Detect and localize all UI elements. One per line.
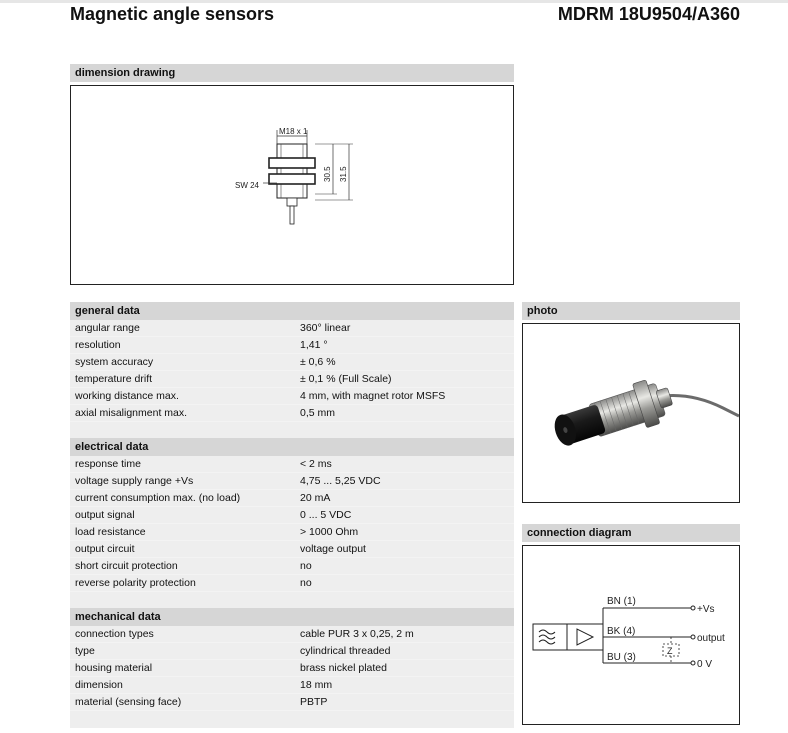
bn-label: BN (1)	[607, 596, 636, 607]
row-label: output circuit	[75, 543, 135, 555]
table-row	[70, 507, 514, 524]
section-spacer	[70, 422, 514, 439]
row-value: 18 mm	[300, 679, 333, 691]
table-row	[70, 473, 514, 490]
row-label: resolution	[75, 339, 121, 351]
section-spacer	[70, 711, 514, 728]
table-row	[70, 643, 514, 660]
photo-box	[522, 323, 740, 503]
table-row	[70, 371, 514, 388]
row-label: angular range	[75, 322, 140, 334]
row-value: 0 ... 5 VDC	[300, 509, 352, 521]
row-label: material (sensing face)	[75, 696, 182, 708]
row-value: 4,75 ... 5,25 VDC	[300, 475, 381, 487]
wiring-diagram	[523, 546, 739, 724]
row-label: current consumption max. (no load)	[75, 492, 241, 504]
table-row	[70, 575, 514, 592]
row-label: system accuracy	[75, 356, 154, 368]
row-label: connection types	[75, 628, 154, 640]
table-row	[70, 660, 514, 677]
row-value: ± 0,6 %	[300, 356, 336, 368]
row-label: short circuit protection	[75, 560, 178, 572]
row-value: no	[300, 577, 312, 589]
row-value: PBTP	[300, 696, 328, 708]
table-row	[70, 354, 514, 371]
bu-label: BU (3)	[607, 652, 636, 663]
connection-diagram-box	[522, 545, 740, 725]
row-label: working distance max.	[75, 390, 179, 402]
row-value: ± 0,1 % (Full Scale)	[300, 373, 392, 385]
row-label: dimension	[75, 679, 123, 691]
table-row	[70, 626, 514, 643]
sensor-dimension-drawing	[71, 86, 513, 284]
row-label: temperature drift	[75, 373, 153, 385]
table-row	[70, 558, 514, 575]
row-label: output signal	[75, 509, 135, 521]
row-label: housing material	[75, 662, 153, 674]
thread-label: M18 x 1	[279, 127, 308, 136]
row-value: 20 mA	[300, 492, 331, 504]
vs-label: +Vs	[697, 604, 715, 615]
output-label: output	[697, 633, 725, 644]
electrical-data-heading: electrical data	[70, 438, 514, 456]
table-row	[70, 456, 514, 473]
table-row	[70, 405, 514, 422]
dimension-drawing-box	[70, 85, 514, 285]
row-label: type	[75, 645, 95, 657]
load-z-label: Z	[667, 646, 673, 656]
section-spacer	[70, 592, 514, 609]
row-label: axial misalignment max.	[75, 407, 188, 419]
zero-volt-label: 0 V	[697, 659, 713, 670]
table-row	[70, 320, 514, 337]
dim-inner-label: 30.5	[323, 166, 332, 182]
row-value: 360° linear	[300, 322, 351, 334]
wrench-label: SW 24	[235, 181, 260, 190]
row-value: 1,41 °	[300, 339, 328, 351]
table-row	[70, 490, 514, 507]
dimension-drawing-heading: dimension drawing	[70, 64, 514, 82]
table-row	[70, 524, 514, 541]
top-rule	[0, 0, 788, 3]
mechanical-data-heading: mechanical data	[70, 608, 514, 626]
table-row	[70, 337, 514, 354]
bk-label: BK (4)	[607, 626, 636, 637]
dim-outer-label: 31.5	[339, 166, 348, 182]
general-data-heading: general data	[70, 302, 514, 320]
model-title: MDRM 18U9504/A360	[557, 4, 740, 24]
table-row	[70, 677, 514, 694]
product-family-title: Magnetic angle sensors	[70, 4, 275, 24]
photo-heading: photo	[522, 302, 740, 320]
row-value: 0,5 mm	[300, 407, 336, 419]
connection-diagram-heading: connection diagram	[522, 524, 740, 542]
row-value: no	[300, 560, 312, 572]
row-value: brass nickel plated	[300, 662, 387, 674]
row-value: < 2 ms	[300, 458, 332, 470]
table-row	[70, 388, 514, 405]
row-value: > 1000 Ohm	[300, 526, 359, 538]
table-row	[70, 541, 514, 558]
row-label: reverse polarity protection	[75, 577, 196, 589]
row-label: voltage supply range +Vs	[75, 475, 194, 487]
sensor-photo	[523, 324, 739, 502]
row-value: voltage output	[300, 543, 366, 555]
row-value: cable PUR 3 x 0,25, 2 m	[300, 628, 414, 640]
row-label: response time	[75, 458, 141, 470]
row-value: 4 mm, with magnet rotor MSFS	[300, 390, 446, 402]
row-label: load resistance	[75, 526, 146, 538]
row-value: cylindrical threaded	[300, 645, 391, 657]
table-row	[70, 694, 514, 711]
